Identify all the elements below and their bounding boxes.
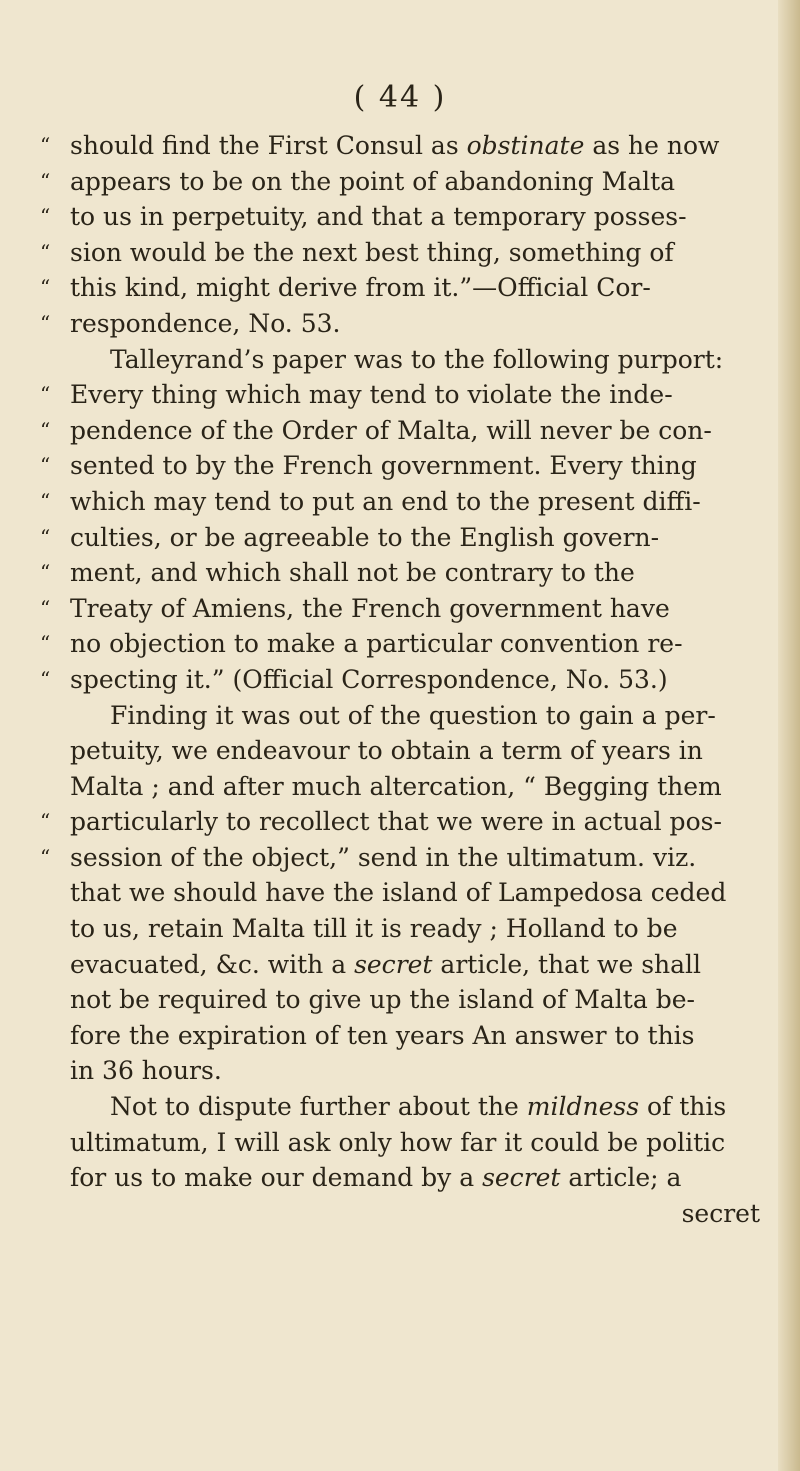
line-text: to us in perpetuity, and that a temporary posses- xyxy=(70,202,687,232)
italic-word: secret xyxy=(354,949,433,979)
quote-mark: “ xyxy=(40,275,51,300)
line-text: to us, retain Malta till it is ready ; Holland to be xyxy=(70,914,678,944)
quote-mark: “ xyxy=(40,310,51,335)
text-line xyxy=(40,626,770,662)
quote-mark: “ xyxy=(40,809,51,834)
line-text: as he now xyxy=(584,131,720,160)
line-text: not be required to give up the island of Malta be- xyxy=(70,985,695,1015)
body-text xyxy=(40,128,770,1231)
line-text: fore the expiration of ten years An answer to this xyxy=(70,1020,695,1050)
line-text: evacuated, &c. with a xyxy=(70,949,355,979)
text-line xyxy=(40,520,770,556)
line-text: article; a xyxy=(560,1163,682,1193)
page-edge xyxy=(778,0,800,1471)
line-text: should find the First Consul as xyxy=(70,131,467,160)
quote-mark: “ xyxy=(40,133,51,157)
line-text: ment, and which shall not be contrary to the xyxy=(70,558,635,588)
text-line xyxy=(70,1053,770,1089)
line-text: of this xyxy=(639,1092,727,1122)
line-text: Talleyrand’s paper was to the following purport: xyxy=(110,344,724,374)
text-line xyxy=(40,662,770,698)
line-text: appears to be on the point of abandoning Malta xyxy=(70,166,676,196)
text-line xyxy=(70,733,770,769)
line-text: session of the object,” send in the ultimatum. viz. xyxy=(70,842,697,872)
quote-mark: “ xyxy=(40,560,51,585)
line-text: Every thing which may tend to violate the inde- xyxy=(70,380,673,410)
text-line xyxy=(70,1160,770,1196)
quote-mark: “ xyxy=(40,631,51,656)
text-line xyxy=(40,270,770,306)
text-line xyxy=(40,555,770,591)
quote-mark: “ xyxy=(40,488,51,513)
quote-mark: “ xyxy=(40,239,51,264)
text-line xyxy=(40,199,770,235)
text-line xyxy=(40,413,770,449)
quote-mark: “ xyxy=(40,666,51,691)
text-line xyxy=(70,342,770,378)
italic-word: obstinate xyxy=(466,131,585,160)
line-text: Not to dispute further about the xyxy=(110,1092,527,1122)
text-line xyxy=(70,698,770,734)
line-text: article, that we shall xyxy=(432,949,702,979)
line-text: no objection to make a particular convention re- xyxy=(70,629,683,659)
text-line xyxy=(70,769,770,805)
text-line xyxy=(40,840,770,876)
quote-mark: “ xyxy=(40,453,51,478)
text-line xyxy=(40,306,770,342)
quote-mark: “ xyxy=(40,524,51,549)
catchword: secret xyxy=(681,1198,760,1228)
line-text: which may tend to put an end to the present diffi- xyxy=(70,486,701,516)
line-text: Finding it was out of the question to gain a per- xyxy=(110,700,716,730)
text-line xyxy=(70,1089,770,1125)
text-line xyxy=(40,235,770,271)
line-text: sented to by the French government. Every thing xyxy=(70,451,697,481)
line-text: Malta ; and after much altercation, “ Begging them xyxy=(70,771,722,801)
line-text: particularly to recollect that we were in actual pos- xyxy=(70,807,722,837)
quote-mark: “ xyxy=(40,382,51,407)
text-line xyxy=(70,947,770,983)
line-text: ultimatum, I will ask only how far it could be politic xyxy=(70,1127,726,1157)
text-line xyxy=(70,982,770,1018)
italic-word: secret xyxy=(482,1163,561,1193)
line-text: that we should have the island of Lampedosa ceded xyxy=(70,878,727,908)
text-line xyxy=(40,164,770,200)
line-text: this kind, might derive from it.”—Official Cor- xyxy=(70,273,651,303)
text-line xyxy=(70,875,770,911)
quote-mark: “ xyxy=(40,844,51,869)
text-line xyxy=(40,448,770,484)
line-text: culties, or be agreeable to the English govern- xyxy=(70,522,660,552)
line-text: in 36 hours. xyxy=(70,1056,222,1086)
text-line xyxy=(40,377,770,413)
line-text: sion would be the next best thing, something of xyxy=(70,237,674,267)
line-text: respondence, No. 53. xyxy=(70,308,341,338)
line-text: petuity, we endeavour to obtain a term of years in xyxy=(70,736,703,766)
quote-mark: “ xyxy=(40,417,51,442)
line-text: pendence of the Order of Malta, will never be con- xyxy=(70,415,712,445)
quote-mark: “ xyxy=(40,204,51,229)
page-number: ( 44 ) xyxy=(353,80,447,115)
line-text: for us to make our demand by a xyxy=(70,1163,483,1193)
text-line xyxy=(40,591,770,627)
line-text: Treaty of Amiens, the French government have xyxy=(70,593,670,623)
text-line xyxy=(40,128,770,164)
text-line xyxy=(40,804,770,840)
text-line xyxy=(70,911,770,947)
text-line xyxy=(70,1018,770,1054)
italic-word: mildness xyxy=(526,1092,640,1122)
quote-mark: “ xyxy=(40,168,51,193)
line-text: specting it.” (Official Correspondence, No. 53.) xyxy=(70,664,668,694)
text-line xyxy=(70,1125,770,1161)
quote-mark: “ xyxy=(40,595,51,620)
text-line xyxy=(40,484,770,520)
